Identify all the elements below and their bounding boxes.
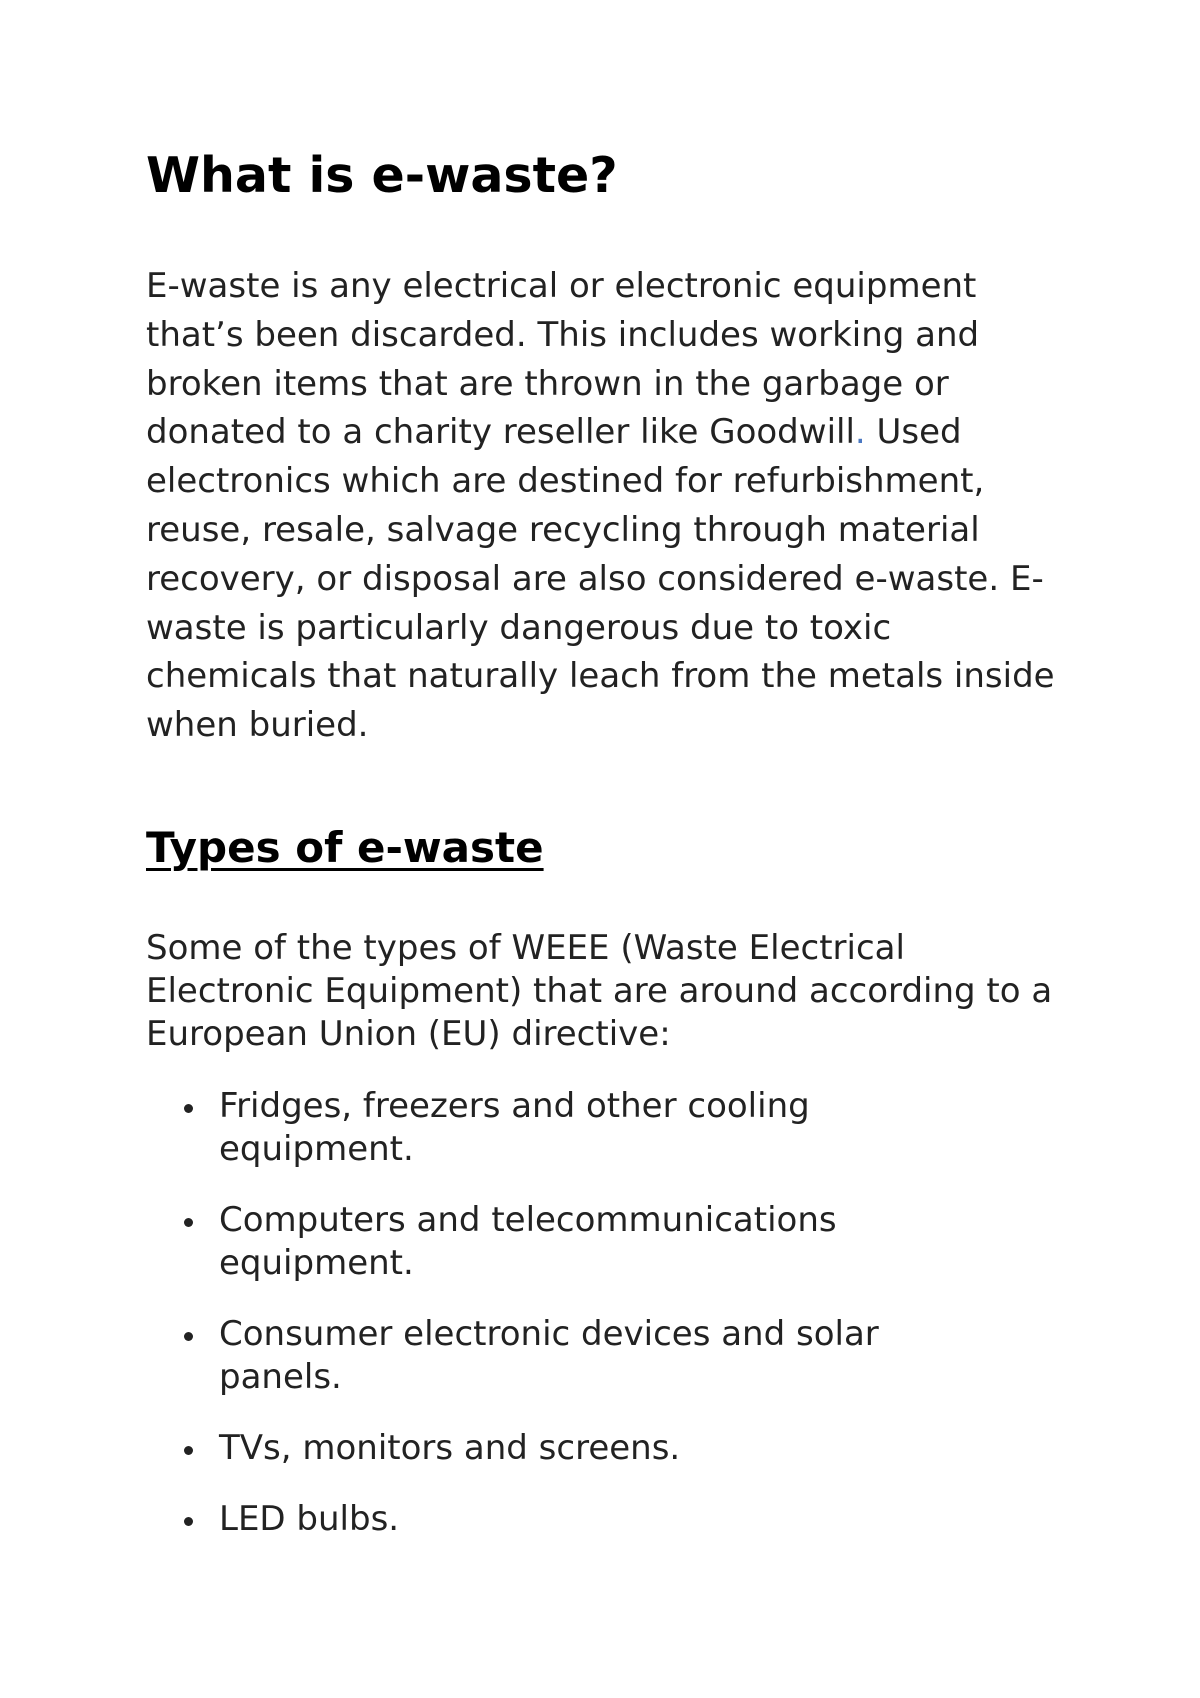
list-item-text: Consumer electronic devices and solar panels. bbox=[219, 1314, 879, 1397]
types-intro-paragraph: Some of the types of WEEE (Waste Electrical Electronic Equipment) that are around according to a European Union (EU) directive: bbox=[146, 928, 1053, 1054]
bullet-icon bbox=[184, 1104, 193, 1113]
bullet-icon bbox=[184, 1332, 193, 1341]
list-item-text: LED bulbs. bbox=[219, 1499, 400, 1539]
list-item bbox=[146, 1085, 899, 1171]
list-item bbox=[146, 1498, 899, 1541]
list-item bbox=[146, 1199, 899, 1285]
list-item-text: Computers and telecommunications equipment. bbox=[219, 1200, 837, 1283]
bullet-icon bbox=[184, 1218, 193, 1227]
list-item bbox=[146, 1313, 899, 1399]
section-heading-types: Types of e-waste bbox=[146, 823, 544, 872]
intro-paragraph bbox=[146, 262, 1066, 750]
intro-link-period: . bbox=[854, 412, 866, 453]
intro-text-part2: Used electronics which are destined for refurbishment, reuse, resale, salvage recycling through material recovery, or disposal are also considered e-waste. E-waste is particularly dangerous due to toxic chemicals that naturally leach from the metals inside when buried. bbox=[146, 412, 1055, 746]
bullet-icon bbox=[184, 1517, 193, 1526]
page-title: What is e-waste? bbox=[146, 147, 618, 204]
bullet-icon bbox=[184, 1446, 193, 1455]
intro-text-part1: E-waste is any electrical or electronic equipment that’s been discarded. This includes working and broken items that are thrown in the garbage or donated to a charity reseller like Goodwill bbox=[146, 266, 980, 453]
list-item-text: Fridges, freezers and other cooling equipment. bbox=[219, 1086, 810, 1169]
types-list bbox=[146, 1085, 1046, 1569]
list-item-text: TVs, monitors and screens. bbox=[219, 1428, 681, 1468]
list-item bbox=[146, 1427, 899, 1470]
